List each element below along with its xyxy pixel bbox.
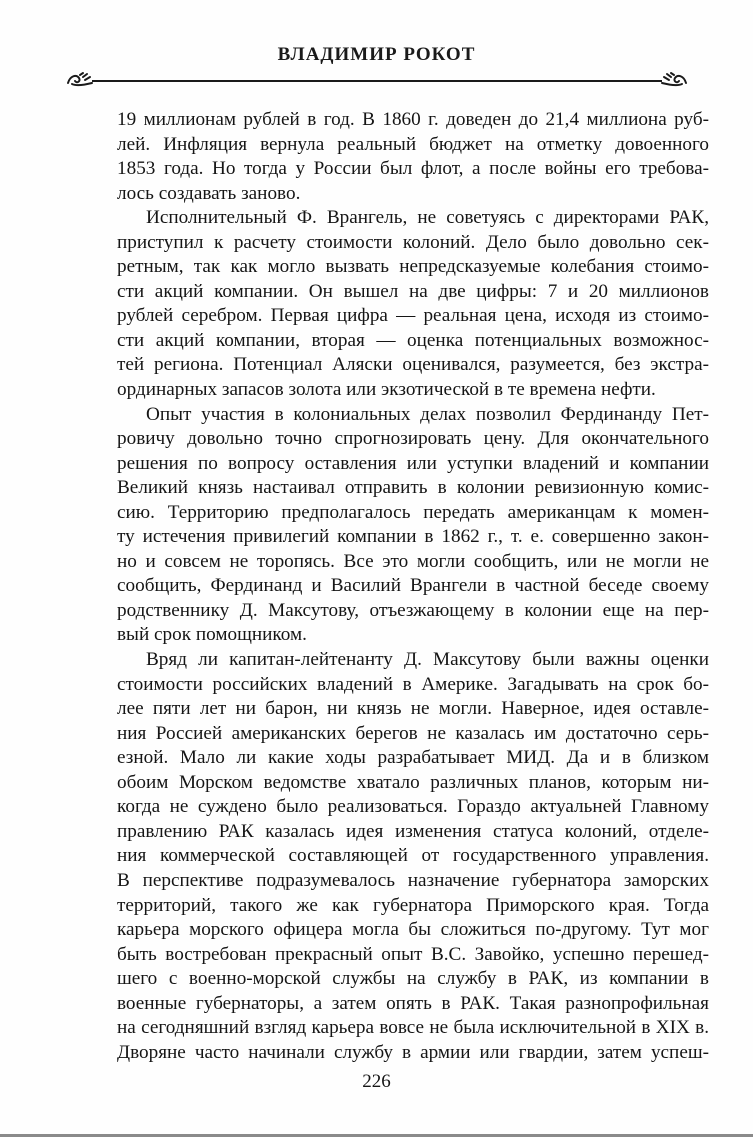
text-line: шего с военно-морской службы на службу в РАК, из компании в [117, 968, 709, 990]
text-line: ретным, так как могло вызвать непредсказуемые колебания стоимо- [117, 256, 709, 278]
text-line: территорий, такого же как губернатора Приморского края. Тогда [117, 894, 709, 916]
text-line: 19 миллионам рублей в год. В 1860 г. доведен до 21,4 миллиона руб- [117, 109, 709, 130]
rule-line [92, 80, 662, 82]
text-line: Опыт участия в колониальных делах позволил Фердинанду Пет- [146, 403, 709, 425]
scroll-flourish-icon [660, 70, 688, 88]
text-line: ту истечения привилегий компании в 1862 г., т. е. совершенно закон- [117, 526, 709, 548]
text-line: рублей серебром. Первая цифра — реальная цена, исходя из стоимо- [117, 305, 709, 327]
running-title: ВЛАДИМИР РОКОТ [277, 44, 476, 65]
text-line: на сегодняшний взгляд карьера вовсе не была исключительной в XIX в. [117, 1017, 709, 1039]
text-line: В перспективе подразумевалось назначение губернатора заморских [117, 869, 709, 891]
text-line: сти акций компании. Он вышел на две цифры: 7 и 20 миллионов [117, 280, 709, 302]
text-line: ровичу довольно точно спрогнозировать цену. Для окончательного [117, 428, 709, 450]
text-line: карьера морского офицера могла бы сложиться по-другому. Тут мог [117, 919, 709, 941]
text-line: сию. Территорию предполагалось передать американцам к момен- [117, 501, 709, 523]
text-line: быть востребован прекрасный опыт В.С. Завойко, успешно перешед- [117, 943, 709, 965]
text-line: ния коммерческой составляющей от государственного управления. [117, 845, 709, 867]
text-line: решения по вопросу оставления или уступки владений и компании [117, 452, 709, 474]
text-line: военные губернаторы, а затем опять в РАК. Такая разнопрофильная [117, 992, 709, 1014]
text-line: вый срок помощником. [117, 624, 307, 646]
text-line: приступил к расчету стоимости колоний. Дело было довольно сек- [117, 231, 709, 253]
text-line: сти акций компании, вторая — оценка потенциальных возможнос- [117, 329, 709, 351]
text-line: ния Россией американских берегов не казалась им достаточно серь- [117, 722, 709, 744]
text-line: стоимости российских владений в Америке. Загадывать на срок бо- [117, 673, 709, 695]
text-line: тей региона. Потенциал Аляски оценивался, разумеется, без экстра- [117, 354, 709, 376]
text-line: сообщить, Фердинанд и Василий Врангели в частной беседе своему [117, 575, 709, 597]
text-line: лей. Инфляция вернула реальный бюджет на отметку довоенного [117, 133, 709, 155]
page-number: 226 [362, 1071, 391, 1092]
text-line: ординарных запасов золота или экзотической в те времена нефти. [117, 379, 656, 401]
text-line: но и совсем не торопясь. Все это могли сообщить, или не могли не [117, 550, 709, 572]
text-line: Великий князь настаивал отправить в колонии ревизионную комис- [117, 477, 709, 499]
ornamental-rule [66, 68, 688, 88]
text-line: правлению РАК казалась идея изменения статуса колоний, отделе- [117, 820, 709, 842]
text-line: езной. Мало ли какие ходы разрабатывает МИД. Да и в близком [117, 747, 709, 769]
text-line: родственнику Д. Максутову, отъезжающему в колонии еще на пер- [117, 599, 709, 621]
text-line: обоим Морском ведомстве хватало различных планов, которым ни- [117, 771, 709, 793]
text-line: лее пяти лет ни барон, ни князь не могли. Наверное, идея оставле- [117, 698, 709, 720]
body-text [117, 108, 709, 1065]
text-line: когда не суждено было реализоваться. Гораздо актуальней Главному [117, 796, 709, 818]
text-line: лось создавать заново. [117, 182, 301, 204]
text-line: Исполнительный Ф. Врангель, не советуясь с директорами РАК, [146, 207, 709, 229]
text-line: Дворяне часто начинали службу в армии или гвардии, затем успеш- [117, 1041, 709, 1063]
text-line: Вряд ли капитан-лейтенанту Д. Максутову были важны оценки [146, 649, 709, 671]
scroll-flourish-icon [66, 70, 94, 88]
text-line: 1853 года. Но тогда у России был флот, а после войны его требова- [117, 158, 709, 180]
